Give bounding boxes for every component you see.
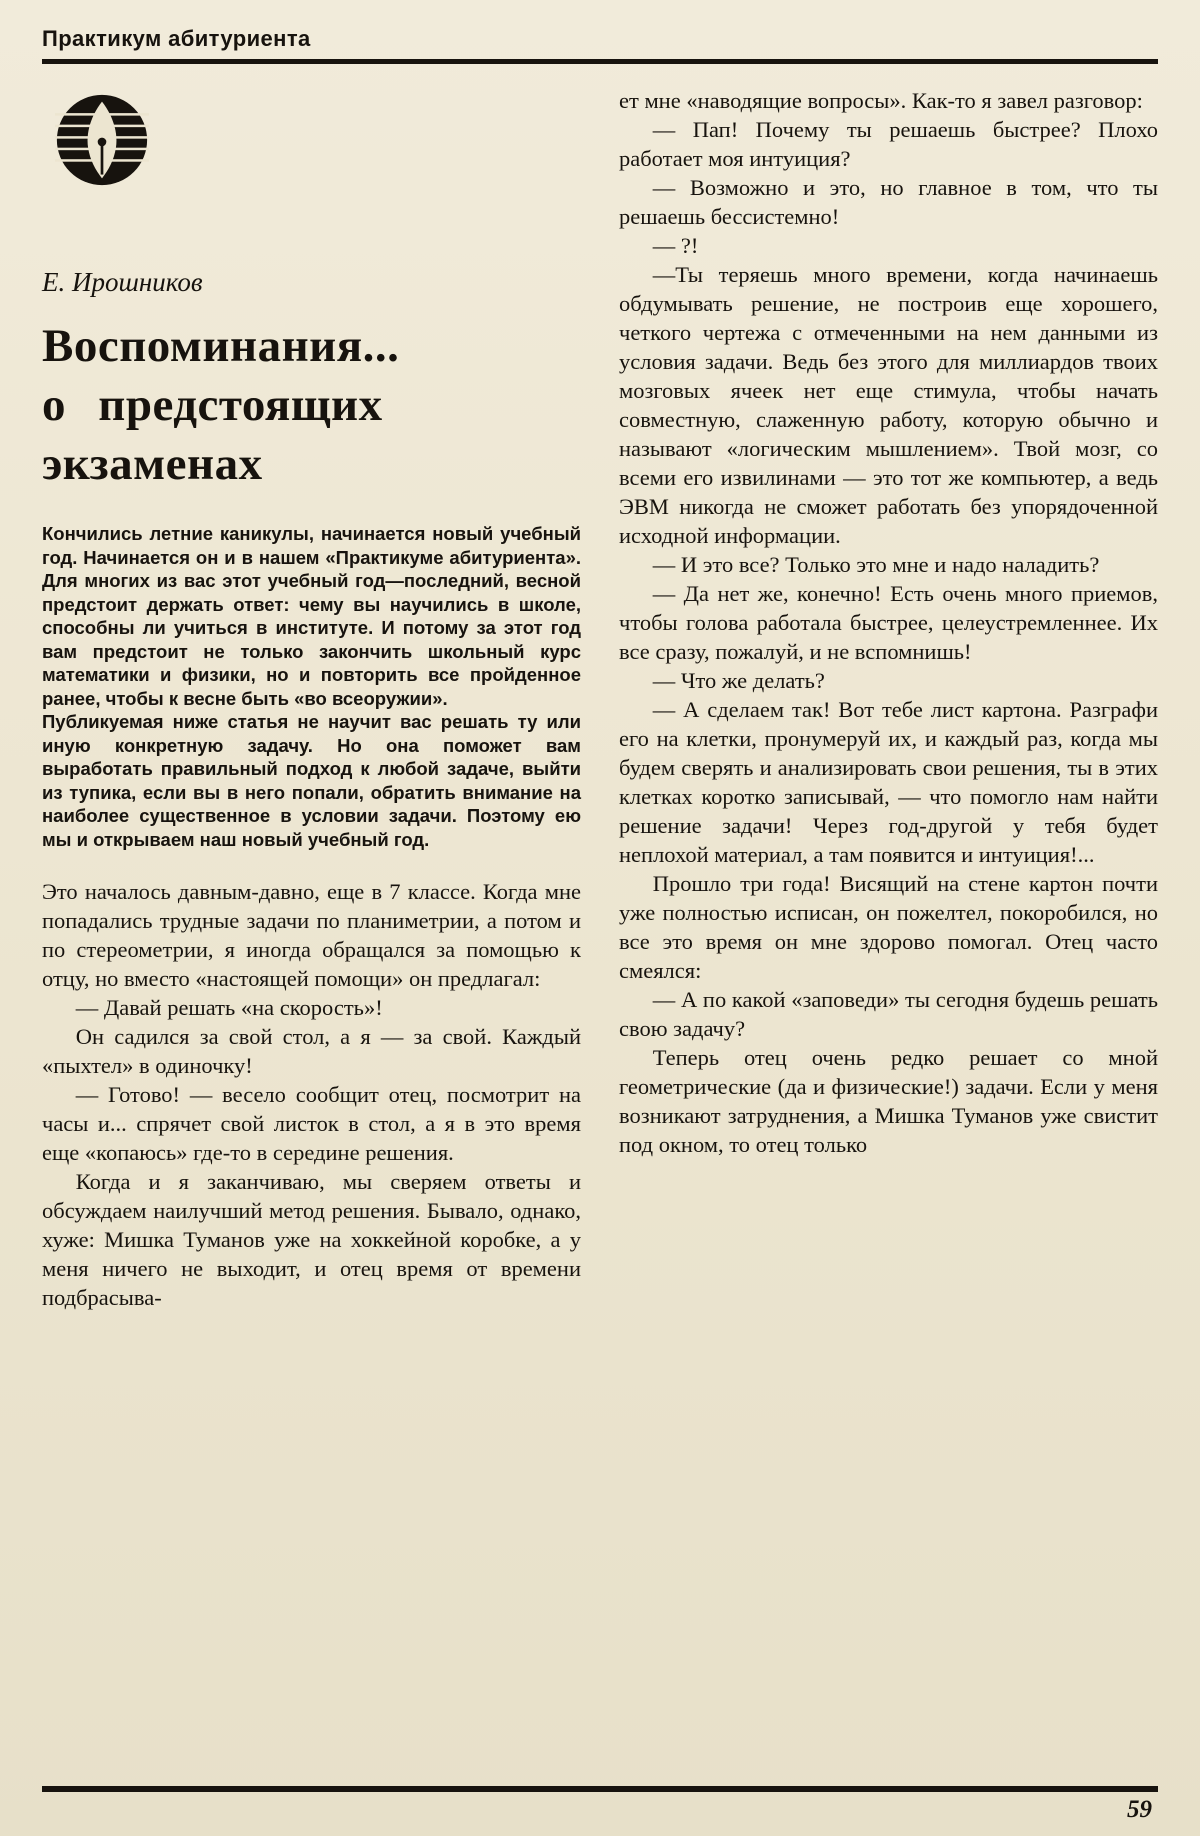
lead-paragraph: Публикуемая ниже статья не научит вас решать ту или иную конкретную задачу. Но она поможет вам выработать правильный подход к любой задаче, выйти из тупика, если вы в него попали, обратить внимание на наиболее существенное в условии задачи. Поэтому ею мы и открываем наш новый учебный год. — [42, 711, 581, 850]
body-paragraph: — А по какой «заповеди» ты сегодня будешь решать свою задачу? — [619, 987, 1158, 1041]
page-number: 59 — [1127, 1796, 1152, 1823]
body-paragraph: — Да нет же, конечно! Есть очень много приемов, чтобы голова работала быстрее, целеустремленнее. Их все сразу, пожалуй, и не вспомнишь! — [619, 581, 1158, 664]
author-byline: Е. Ирошников — [42, 267, 203, 297]
body-paragraph: —Ты теряешь много времени, когда начинаешь обдумывать решение, не построив еще хорошего, четкого чертежа с отмеченными на нем данными из условия задачи. Ведь без этого для миллиардов твоих мозговых ячеек нет еще стимула, чтобы начать совместную, слаженную работу, которую обычно и называют «логическим мышлением». Твой мозг, со всеми его извилинами — это тот же компьютер, а ведь ЭВМ никогда не сможет работать без упорядоченной исходной информации. — [619, 262, 1158, 548]
pen-nib-icon — [54, 92, 581, 188]
left-column — [42, 86, 581, 1312]
body-paragraph: — Возможно и это, но главное в том, что ты решаешь бессистемно! — [619, 175, 1158, 229]
title-line: экзаменах — [42, 438, 263, 490]
body-paragraph: — ?! — [652, 233, 699, 258]
body-paragraph: Теперь отец очень редко решает со мной геометрические (да и физические!) задачи. Если у меня возникают затруднения, а Мишка Туманов уже свистит под окном, то отец только — [619, 1045, 1158, 1157]
left-column-text — [42, 877, 581, 1312]
article-lead — [42, 522, 581, 851]
right-column — [619, 86, 1158, 1312]
article-title — [42, 317, 581, 494]
header-rule — [42, 59, 1158, 64]
lead-paragraph: Кончились летние каникулы, начинается новый учебный год. Начинается он и в нашем «Практикуме абитуриента». Для многих из вас этот учебный год—последний, весной предстоит держать ответ: чему вы научились в школе, способны ли учиться в институте. И потому за этот год вам предстоит не только закончить школьный курс математики и физики, но и повторить все пройденное ранее, чтобы к весне быть «во всеоружии». — [42, 523, 581, 709]
body-paragraph: ет мне «наводящие вопросы». Как-то я завел разговор: — [619, 88, 1143, 113]
body-paragraph: — И это все? Только это мне и надо наладить? — [652, 552, 1100, 577]
article-columns — [42, 86, 1158, 1312]
section-header: Практикум абитуриента — [42, 26, 311, 51]
body-paragraph: — Готово! — весело сообщит отец, посмотрит на часы и... спрячет свой листок в стол, а я в это время еще «копаюсь» где-то в середине решения. — [42, 1082, 581, 1165]
body-paragraph: — Что же делать? — [652, 668, 825, 693]
body-paragraph: Когда и я заканчиваю, мы сверяем ответы и обсуждаем наилучший метод решения. Бывало, однако, хуже: Мишка Туманов уже на хоккейной коробке, а у меня ничего не выходит, и отец время от времени подбрасыва- — [42, 1169, 581, 1310]
body-paragraph: Прошло три года! Висящий на стене картон почти уже полностью исписан, он пожелтел, покоробился, но все это время он мне здорово помогал. Отец часто смеялся: — [619, 871, 1158, 983]
title-line: Воспоминания... — [42, 320, 400, 372]
body-paragraph: Это началось давным-давно, еще в 7 классе. Когда мне попадались трудные задачи по планиметрии, а потом и по стереометрии, я иногда обращался за помощью к отцу, но вместо «настоящей помощи» он предлагал: — [42, 879, 581, 991]
masthead — [42, 26, 1158, 64]
body-paragraph: Он садился за свой стол, а я — за свой. Каждый «пыхтел» в одиночку! — [42, 1024, 581, 1078]
body-paragraph: — Давай решать «на скорость»! — [75, 995, 383, 1020]
body-paragraph: — Пап! Почему ты решаешь быстрее? Плохо работает моя интуиция? — [619, 117, 1158, 171]
title-line: о предстоящих — [42, 379, 383, 431]
footer-rule — [42, 1786, 1158, 1792]
body-paragraph: — А сделаем так! Вот тебе лист картона. Разграфи его на клетки, пронумеруй их, и каждый раз, когда мы будем сверять и анализировать свои решения, ты в этих клетках коротко записывай, — что помогло нам найти решение задачи! Через год-другой у тебя будет неплохой материал, а там появится и интуиция!... — [619, 697, 1158, 867]
